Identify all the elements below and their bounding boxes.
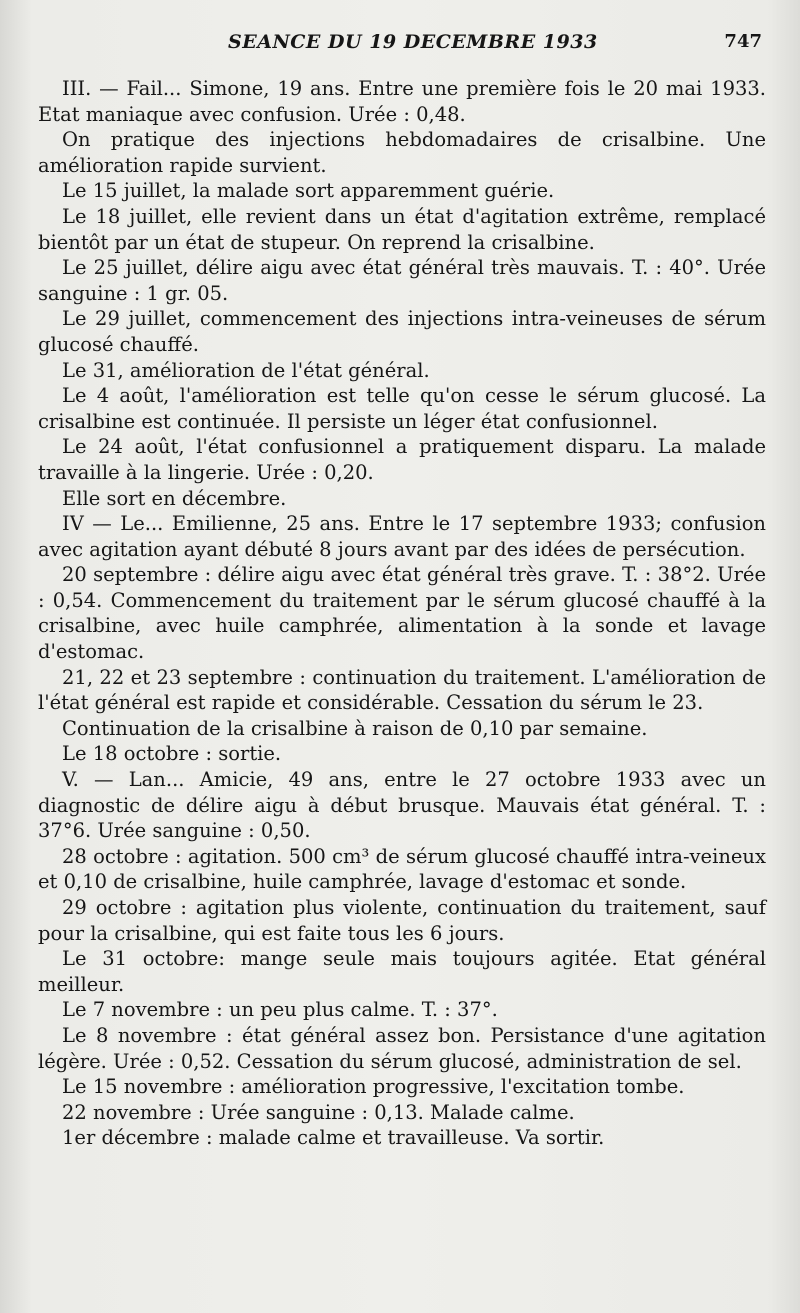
paragraph: 28 octobre : agitation. 500 cm³ de sérum glucosé chauffé intra-veineux et 0,10 de crisalbine, huile camphrée, lavage d'estomac et sonde. bbox=[38, 844, 766, 894]
paragraph: Elle sort en décembre. bbox=[62, 486, 287, 510]
paragraph: Le 31 octobre: mange seule mais toujours agitée. Etat général meilleur. bbox=[38, 947, 766, 996]
paragraph: 29 octobre : agitation plus violente, continuation du traitement, sauf pour la crisalbine, qui est faite tous les 6 jours. bbox=[38, 896, 766, 945]
paragraph: Continuation de la crisalbine à raison de 0,10 par semaine. bbox=[62, 716, 648, 740]
paragraph: Le 15 novembre : amélioration progressive, l'excitation tombe. bbox=[62, 1075, 685, 1099]
paragraph: On pratique des injections hebdomadaires de crisalbine. Une amélioration rapide survient. bbox=[38, 128, 766, 177]
paragraph: Le 8 novembre : état général assez bon. Persistance d'une agitation légère. Urée : 0,52. Cessation du sérum glucosé, administration de sel. bbox=[38, 1023, 766, 1073]
page-header bbox=[0, 31, 800, 57]
paragraph: Le 24 août, l'état confusionnel a pratiquement disparu. La malade travaille à la lingerie. Urée : 0,20. bbox=[38, 435, 766, 484]
paragraph: Le 29 juillet, commencement des injections intra-veineuses de sérum glucosé chauffé. bbox=[38, 307, 766, 356]
paragraph: Le 4 août, l'amélioration est telle qu'on cesse le sérum glucosé. La crisalbine est continuée. Il persiste un léger état confusionnel. bbox=[38, 384, 766, 433]
paragraph: Le 18 octobre : sortie. bbox=[62, 742, 282, 766]
paragraph: 1er décembre : malade calme et travailleuse. Va sortir. bbox=[62, 1126, 605, 1150]
paragraph: IV — Le... Emilienne, 25 ans. Entre le 17 septembre 1933; confusion avec agitation ayant débuté 8 jours avant par des idées de persécution. bbox=[38, 512, 766, 561]
paragraph: 22 novembre : Urée sanguine : 0,13. Malade calme. bbox=[62, 1100, 575, 1124]
paragraph: V. — Lan... Amicie, 49 ans, entre le 27 octobre 1933 avec un diagnostic de délire aigu à début brusque. Mauvais état général. T. : 37°6. Urée sanguine : 0,50. bbox=[38, 768, 766, 843]
running-title: SEANCE DU 19 DECEMBRE 1933 bbox=[228, 31, 598, 53]
page-number: 747 bbox=[724, 31, 762, 52]
paragraph: Le 25 juillet, délire aigu avec état général très mauvais. T. : 40°. Urée sanguine : 1 gr. 05. bbox=[38, 256, 766, 305]
paragraph: Le 18 juillet, elle revient dans un état d'agitation extrême, remplacé bientôt par un état de stupeur. On reprend la crisalbine. bbox=[38, 204, 766, 254]
paragraph: 21, 22 et 23 septembre : continuation du traitement. L'amélioration de l'état général est rapide et considérable. Cessation du sérum le 23. bbox=[38, 665, 766, 715]
paragraph: III. — Fail... Simone, 19 ans. Entre une première fois le 20 mai 1933. Etat maniaque avec confusion. Urée : 0,48. bbox=[38, 77, 766, 126]
paragraph: Le 7 novembre : un peu plus calme. T. : 37°. bbox=[62, 998, 498, 1022]
body-text bbox=[38, 76, 766, 1151]
paragraph: Le 15 juillet, la malade sort apparemment guérie. bbox=[62, 179, 555, 203]
paragraph: Le 31, amélioration de l'état général. bbox=[62, 358, 430, 382]
paragraph: 20 septembre : délire aigu avec état général très grave. T. : 38°2. Urée : 0,54. Commencement du traitement par le sérum glucosé chauffé à la crisalbine, avec huile camphrée, alimentation à la sonde et lavage d'estomac. bbox=[38, 563, 766, 664]
